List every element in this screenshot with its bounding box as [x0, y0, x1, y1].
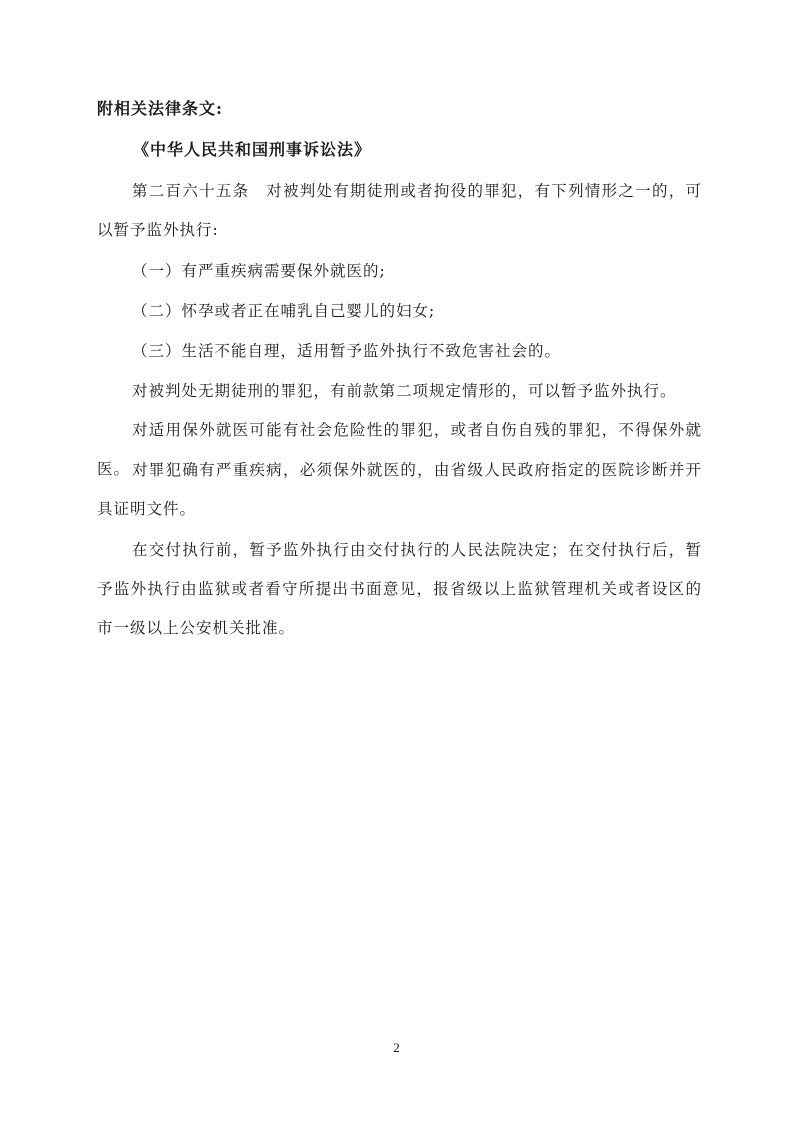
clause-item-2: （二）怀孕或者正在哺乳自己婴儿的妇女; — [132, 302, 436, 320]
body-paragraph: 对适用保外就医可能有社会危险性的罪犯，或者自伤自残的罪犯，不得保外就医。 — [97, 421, 702, 478]
article-paragraph: 第二百六十五条 对被判处有期徒刑或者拘役的罪犯，有下列情形之一的，可以暂予监外执行: — [97, 182, 702, 239]
law-title: 《中华人民共和国刑事诉讼法》 — [133, 140, 372, 159]
page-number: 2 — [393, 1040, 400, 1055]
attachment-heading: 附相关法律条文: — [97, 99, 223, 118]
body-paragraph: 对罪犯确有严重疾病，必须保外就医的，由省级人民政府指定的医院诊断并开具证明文件。 — [97, 461, 702, 518]
body-paragraph: 对被判处无期徒刑的罪犯，有前款第二项规定情形的，可以暂予监外执行。 — [132, 382, 677, 400]
body-paragraph: 在交付执行前，暂予监外执行由交付执行的人民法院决定；在交付执行后，暂予监外执行由监狱或者看守所提出书面意见，报省级以上监狱管理机关或者设区的市一级以上公安机关批准。 — [97, 541, 702, 637]
clause-item-3: （三）生活不能自理，适用暂予监外执行不致危害社会的。 — [132, 342, 562, 360]
clause-item-1: （一）有严重疾病需要保外就医的; — [132, 262, 386, 280]
